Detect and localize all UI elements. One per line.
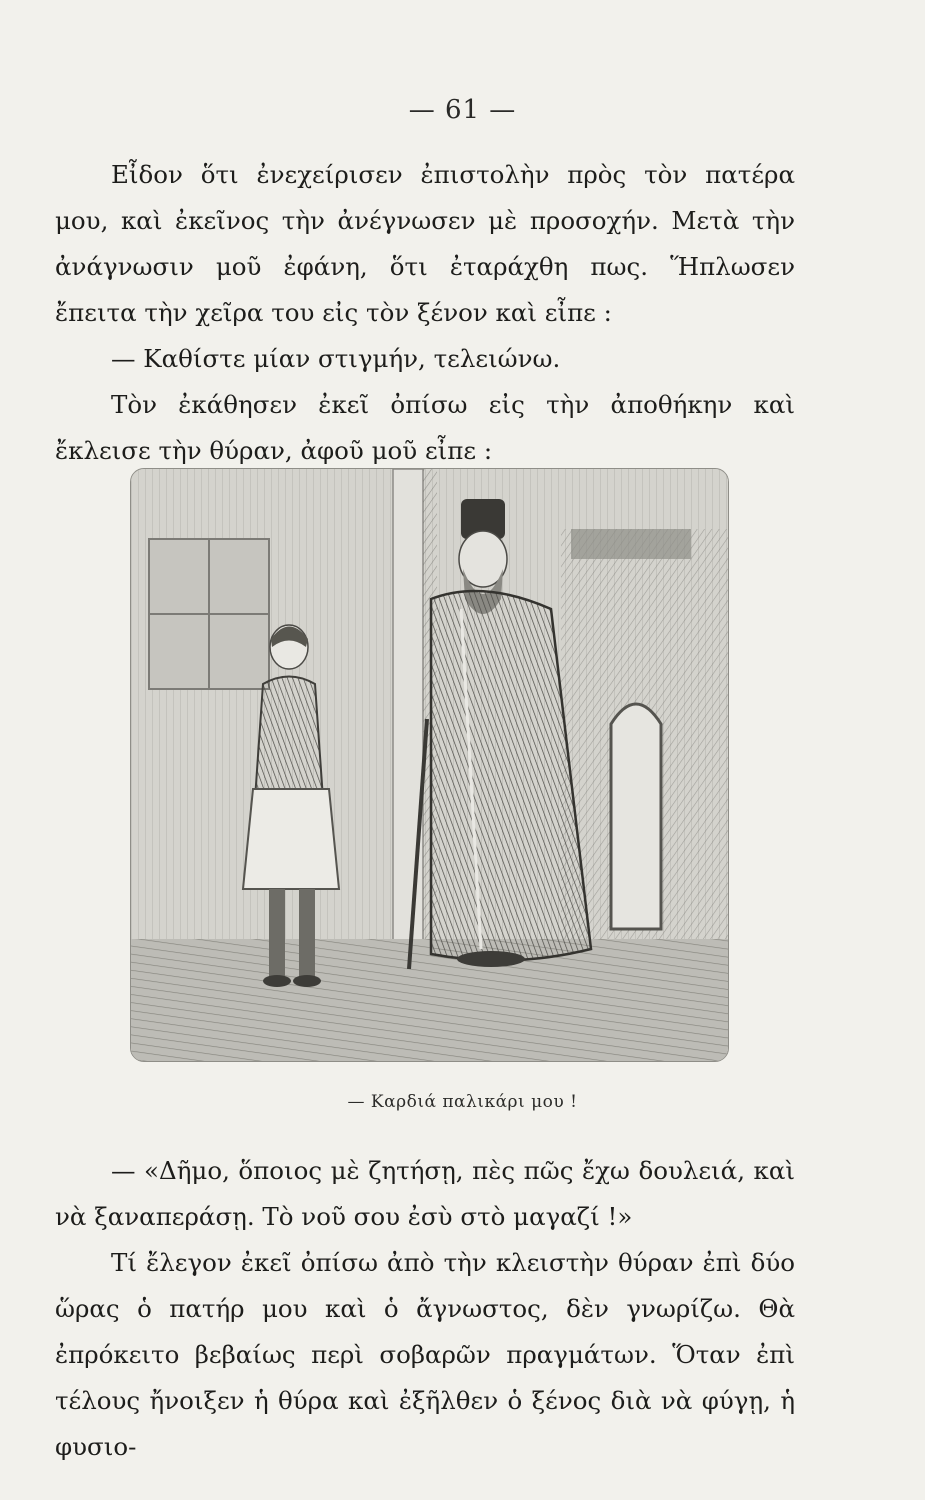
text-block-top xyxy=(55,152,795,474)
text-block-bottom xyxy=(55,1148,795,1470)
dialogue-line: — «Δῆμο, ὅποιος μὲ ζητήσῃ, πὲς πῶς ἔχω δουλειά, καὶ νὰ ξαναπεράσῃ. Τὸ νοῦ σου ἐσὺ στὸ μαγαζί !» xyxy=(55,1156,795,1231)
illustration xyxy=(130,468,729,1062)
engraving-image xyxy=(131,469,728,1061)
page-number: — 61 — xyxy=(408,95,517,125)
paragraph: Εἶδον ὅτι ἐνεχείρισεν ἐπιστολὴν πρὸς τὸν πατέρα μου, καὶ ἐκεῖνος τὴν ἀνέγνωσεν μὲ προσοχήν. Μετὰ τὴν ἀνάγνωσιν μοῦ ἐφάνη, ὅτι ἐταράχθη πως. Ἥπλωσεν ἔπειτα τὴν χεῖρα του εἰς τὸν ξένον καὶ εἶπε : xyxy=(55,160,795,327)
paragraph: Τὸν ἐκάθησεν ἐκεῖ ὀπίσω εἰς τὴν ἀποθήκην καὶ ἔκλεισε τὴν θύραν, ἀφοῦ μοῦ εἶπε : xyxy=(55,390,795,465)
paragraph: Τί ἔλεγον ἐκεῖ ὀπίσω ἀπὸ τὴν κλειστὴν θύραν ἐπὶ δύο ὥρας ὁ πατήρ μου καὶ ὁ ἄγνωστος, δὲν γνωρίζω. Θὰ ἐπρόκειτο βεβαίως περὶ σοβαρῶν πραγμάτων. Ὅταν ἐπὶ τέλους ἤνοιξεν ἡ θύρα καὶ ἐξῆλθεν ὁ ξένος διὰ νὰ φύγῃ, ἡ φυσιο- xyxy=(55,1248,795,1461)
illustration-caption: — Καρδιά παλικάρι μου ! xyxy=(347,1092,578,1112)
dialogue-line: — Καθίστε μίαν στιγμήν, τελειώνω. xyxy=(111,344,561,373)
